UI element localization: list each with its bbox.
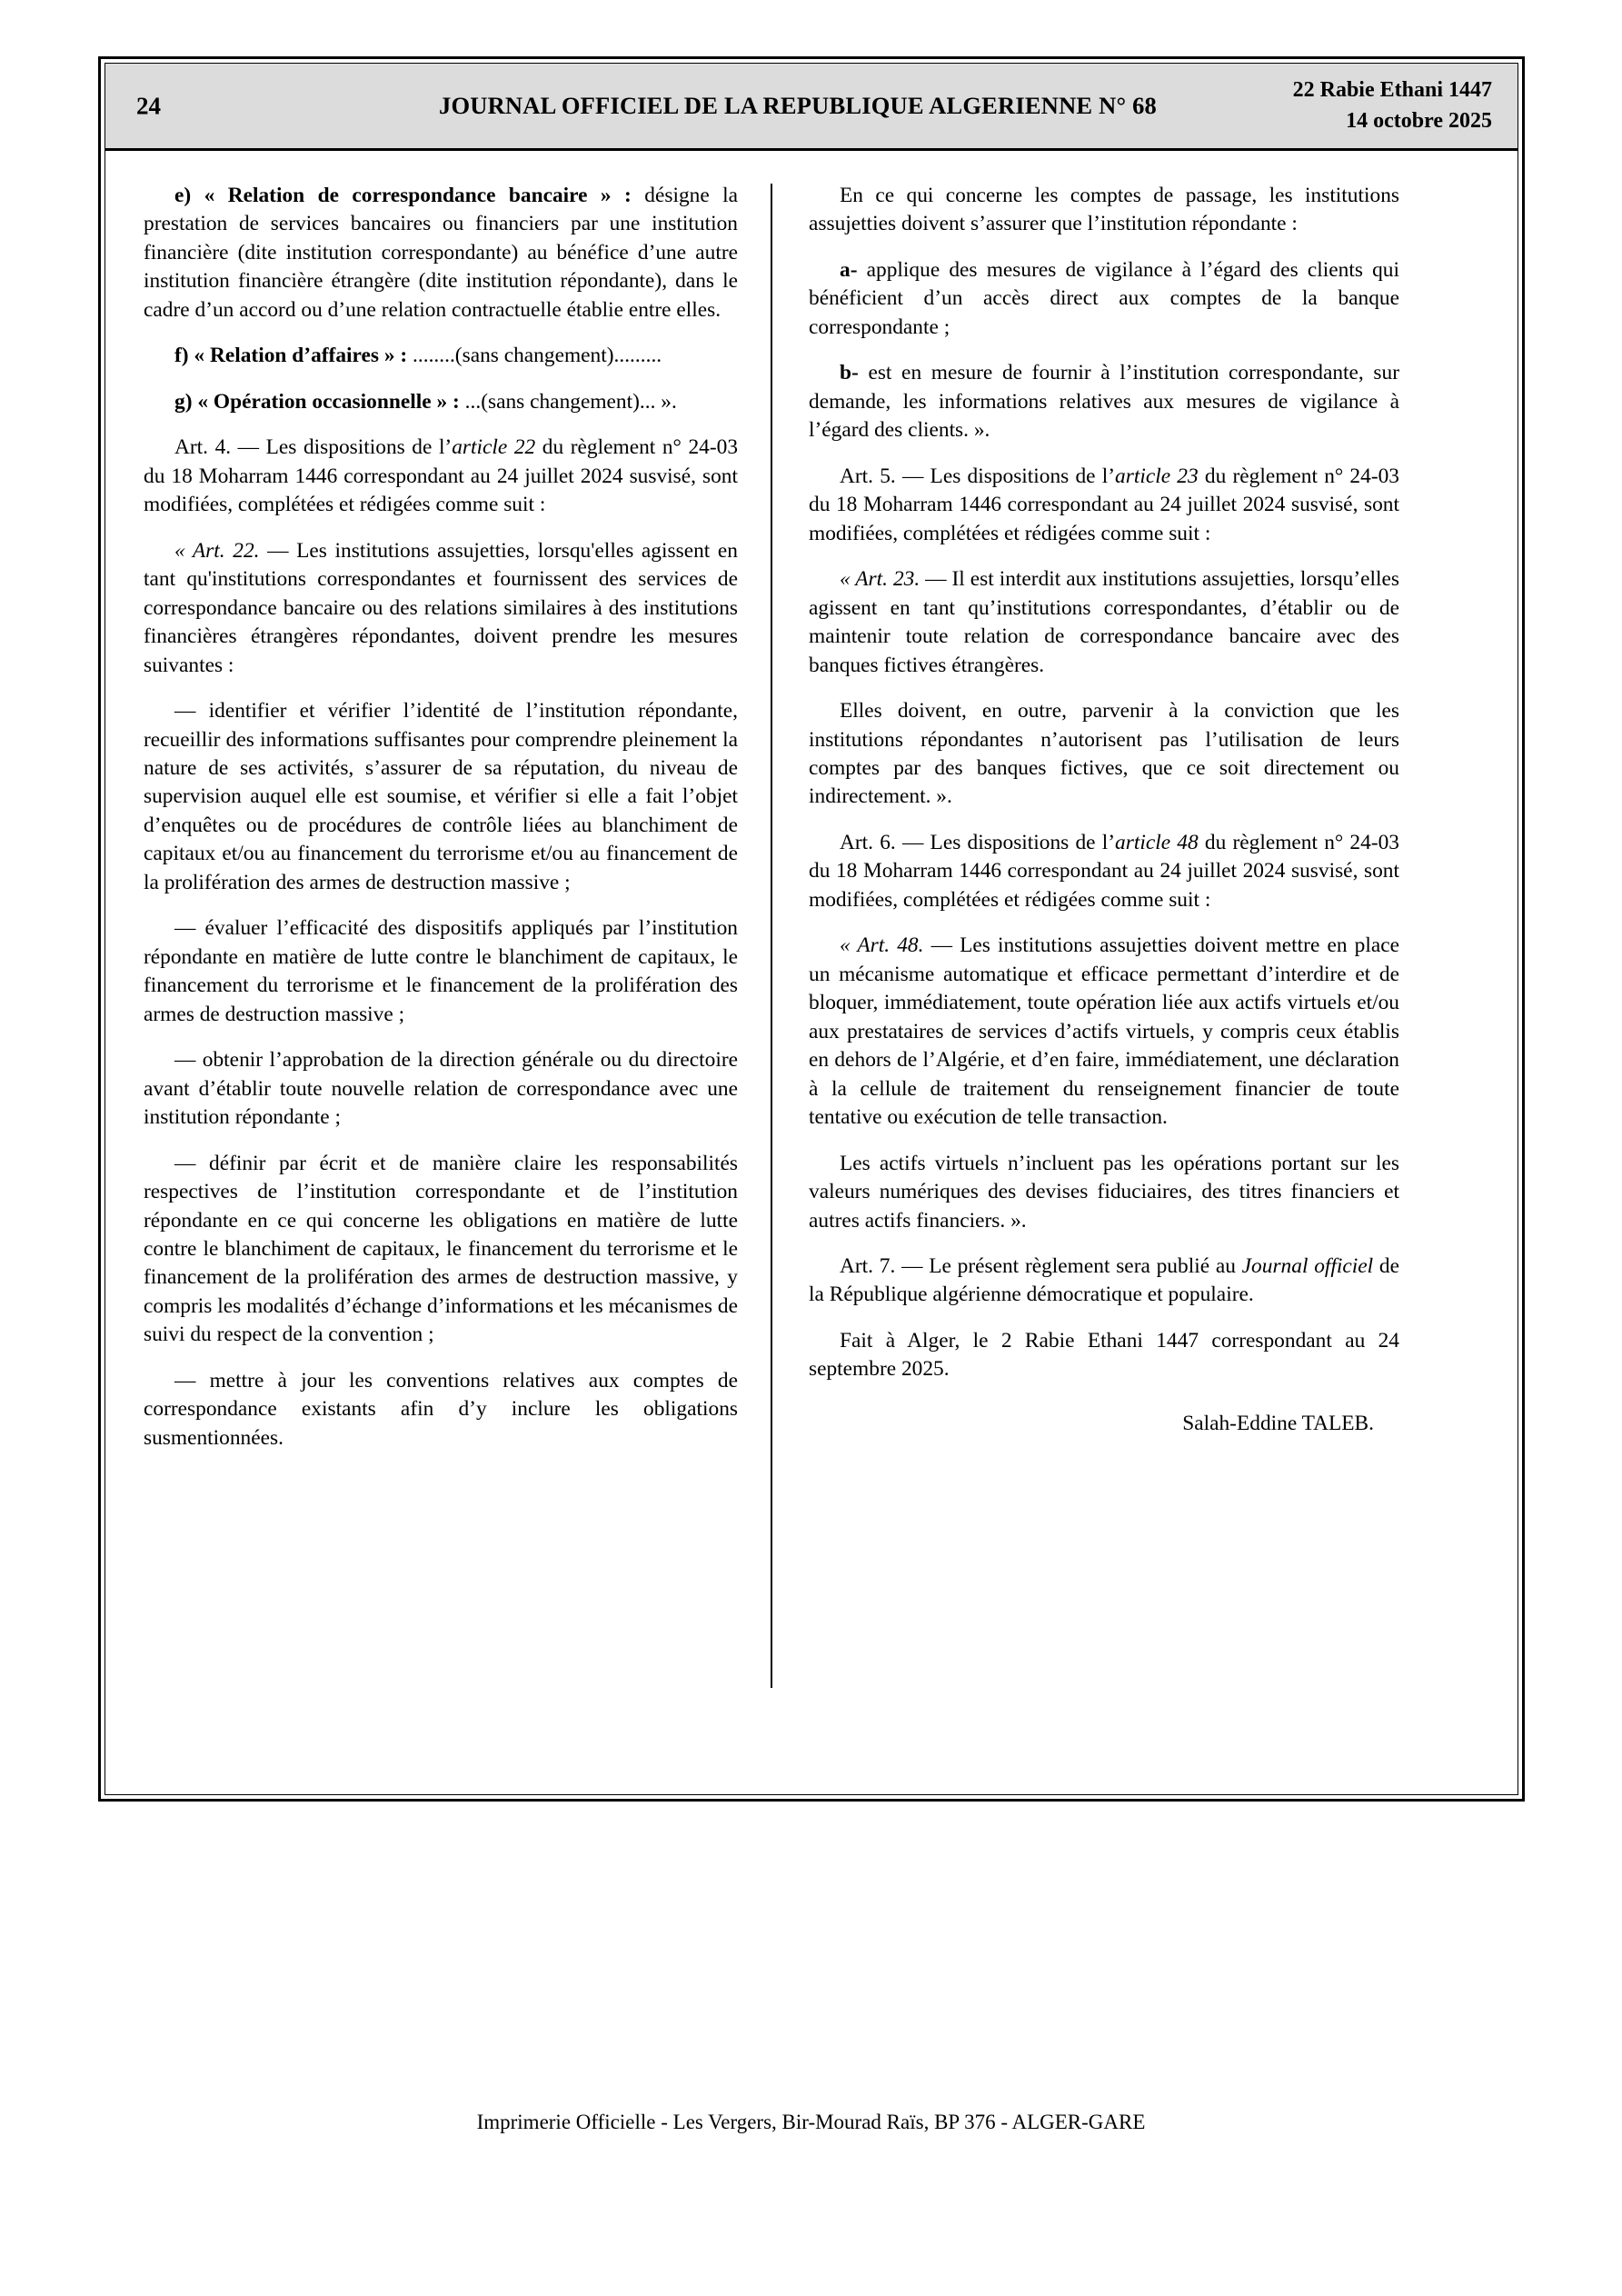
article-22-label: « Art. 22. [174, 538, 260, 563]
page-header [105, 64, 1518, 151]
definition-e-term: e) « Relation de correspondance bancaire » : [174, 184, 632, 207]
page-body [105, 151, 1518, 1792]
definition-e [144, 182, 738, 324]
definition-f [144, 342, 738, 370]
two-column-layout [144, 182, 1479, 1792]
article-48-label: « Art. 48. [840, 933, 924, 958]
article-5-reference: article 23 [1115, 464, 1199, 488]
article-23-label: « Art. 23. [840, 567, 920, 592]
page-inner-frame [104, 63, 1518, 1795]
article-23-paragraph-2: Elles doivent, en outre, parvenir à la conviction que les institutions répondantes n’autorisent pas l’utilisation de leurs comptes par des banques fictives, que ce soit directement ou indirectement. ». [809, 699, 1399, 809]
item-a-text: applique des mesures de vigilance à l’égard des clients qui bénéficient d’un accès direct aux comptes de la banque correspondante ; [809, 257, 1399, 339]
definition-g [144, 388, 738, 416]
article-48-text: — Les institutions assujetties doivent mettre en place un mécanisme automatique et efficace permettant d’interdire et de bloquer, immédiatement, toute opération liée aux actifs virtuels et/ou aux prestataires de services d’actifs virtuels, y compris ceux établis en dehors de l’Algérie, et d’en faire, immédiatement, une déclaration à la cellule de traitement du renseignement financier de toute tentative ou exécution de telle transaction. [809, 933, 1399, 1130]
article-6-lead: Art. 6. — Les dispositions de l’ [840, 830, 1116, 854]
article-22-item-5: — mettre à jour les conventions relatives aux comptes de correspondance existants afin d’y inclure les obligations susmentionnées. [144, 1368, 738, 1450]
left-column [144, 182, 771, 1792]
article-4-reference: article 22 [452, 435, 536, 460]
article-6-reference: article 48 [1115, 830, 1199, 854]
journal-title: JOURNAL OFFICIEL DE LA REPUBLIQUE ALGERIENNE N° 68 [439, 92, 1157, 119]
article-6-intro [809, 829, 1399, 914]
item-b-marker: b- [840, 361, 859, 385]
item-b-text: est en mesure de fournir à l’institution correspondante, sur demande, les informations relatives aux mesures de vigilance à l’égard des clients. ». [809, 361, 1399, 443]
journal-page [98, 56, 1525, 1802]
date-gregorian: 14 octobre 2025 [1346, 109, 1492, 134]
article-5-intro [809, 463, 1399, 548]
article-22-item-3: — obtenir l’approbation de la direction générale ou du directoire avant d’établir toute nouvelle relation de correspondance avec une institution répondante ; [144, 1048, 738, 1130]
article-4-intro [144, 434, 738, 519]
article-22-item-2: — évaluer l’efficacité des dispositifs appliqués par l’institution répondante en matière de lutte contre le blanchiment de capitaux, le financement du terrorisme et le financement de la prolifération des armes de destruction massive ; [144, 916, 738, 1026]
article-6-body: du règlement n° 24-03 du 18 Moharram 1446 correspondant au 24 juillet 2024 susvisé, sont modifiées, complétées et rédigées comme suit : [809, 830, 1400, 912]
header-dates [1293, 75, 1492, 138]
article-22-item-4: — définir par écrit et de manière claire les responsabilités respectives de l’institution correspondante et de l’institution répondante en ce qui concerne les obligations en matière de lutte contre le blanchiment de capitaux, le financement du terrorisme et le financement de la prolifération des armes de destruction massive, y compris les modalités d’échange d’informations et les mécanismes de suivi du respect de la convention ; [144, 1151, 738, 1347]
definition-e-text: désigne la prestation de services bancaires ou financiers par une institution financière (dite institution correspondante) au bénéfice d’une autre institution financière étrangère (dite institution répondante), dans le cadre d’un accord ou d’une relation contractuelle établie entre elles. [144, 184, 739, 322]
definition-g-term: g) « Opération occasionnelle » : [174, 389, 460, 414]
page-number: 24 [136, 92, 161, 119]
definition-g-text: ...(sans changement)... ». [459, 389, 677, 414]
closing-statement: Fait à Alger, le 2 Rabie Ethani 1447 correspondant au 24 septembre 2025. [809, 1328, 1399, 1382]
date-hijri: 22 Rabie Ethani 1447 [1292, 77, 1492, 102]
article-7 [809, 1253, 1399, 1310]
passage-accounts-intro: En ce qui concerne les comptes de passage, les institutions assujetties doivent s’assurer que l’institution répondante : [809, 184, 1399, 236]
right-column [772, 182, 1399, 1792]
article-22-quote [144, 537, 738, 680]
item-a-marker: a- [840, 257, 858, 282]
article-7-body: de la République algérienne démocratique et populaire. [809, 1254, 1399, 1307]
article-48-paragraph-2: Les actifs virtuels n’incluent pas les opérations portant sur les valeurs numériques des devises fiduciaires, des titres financiers et autres actifs financiers. ». [809, 1151, 1399, 1233]
journal-officiel-reference: Journal officiel [1241, 1254, 1374, 1278]
definition-f-term: f) « Relation d’affaires » : [174, 344, 408, 368]
article-22-text: — Les institutions assujetties, lorsqu'elles agissent en tant qu'institutions correspondantes et fournissent des services de correspondance bancaire ou des relations similaires à des institutions financières étrangères répondantes, doivent prendre les mesures suivantes : [144, 538, 738, 677]
article-4-body: du règlement n° 24-03 du 18 Moharram 1446 correspondant au 24 juillet 2024 susvisé, sont modifiées, complétées et rédigées comme suit : [144, 435, 739, 517]
article-5-body: du règlement n° 24-03 du 18 Moharram 1446 correspondant au 24 juillet 2024 susvisé, sont modifiées, complétées et rédigées comme suit : [809, 464, 1400, 545]
article-5-lead: Art. 5. — Les dispositions de l’ [840, 464, 1116, 488]
passage-accounts-item-a [809, 256, 1399, 342]
article-48-quote [809, 932, 1399, 1132]
article-23-text: — Il est interdit aux institutions assujetties, lorsqu’elles agissent en tant qu’institutions correspondantes, d’établir ou de maintenir toute relation de correspondance bancaire avec des banques fictives étrangères. [809, 567, 1399, 677]
article-22-item-1: — identifier et vérifier l’identité de l’institution répondante, recueillir des informations suffisantes pour comprendre pleinement la nature de ses activités, s’assurer de sa réputation, du niveau de supervision auquel elle est soumise, et vérifier si elle a fait l’objet d’enquêtes ou de procédures de contrôle liées au blanchiment de capitaux et/ou au financement du terrorisme et/ou au financement de la prolifération des armes de destruction massive ; [144, 699, 738, 894]
signature: Salah-Eddine TALEB. [1182, 1411, 1374, 1435]
page-footer: Imprimerie Officielle - Les Vergers, Bir-Mourad Raïs, BP 376 - ALGER-GARE [476, 2111, 1146, 2133]
article-7-lead: Art. 7. — Le présent règlement sera publié au [840, 1254, 1242, 1278]
definition-f-text: ........(sans changement)......... [407, 344, 662, 368]
article-4-lead: Art. 4. — Les dispositions de l’ [174, 435, 453, 460]
article-23-quote [809, 565, 1399, 680]
passage-accounts-item-b [809, 359, 1399, 444]
